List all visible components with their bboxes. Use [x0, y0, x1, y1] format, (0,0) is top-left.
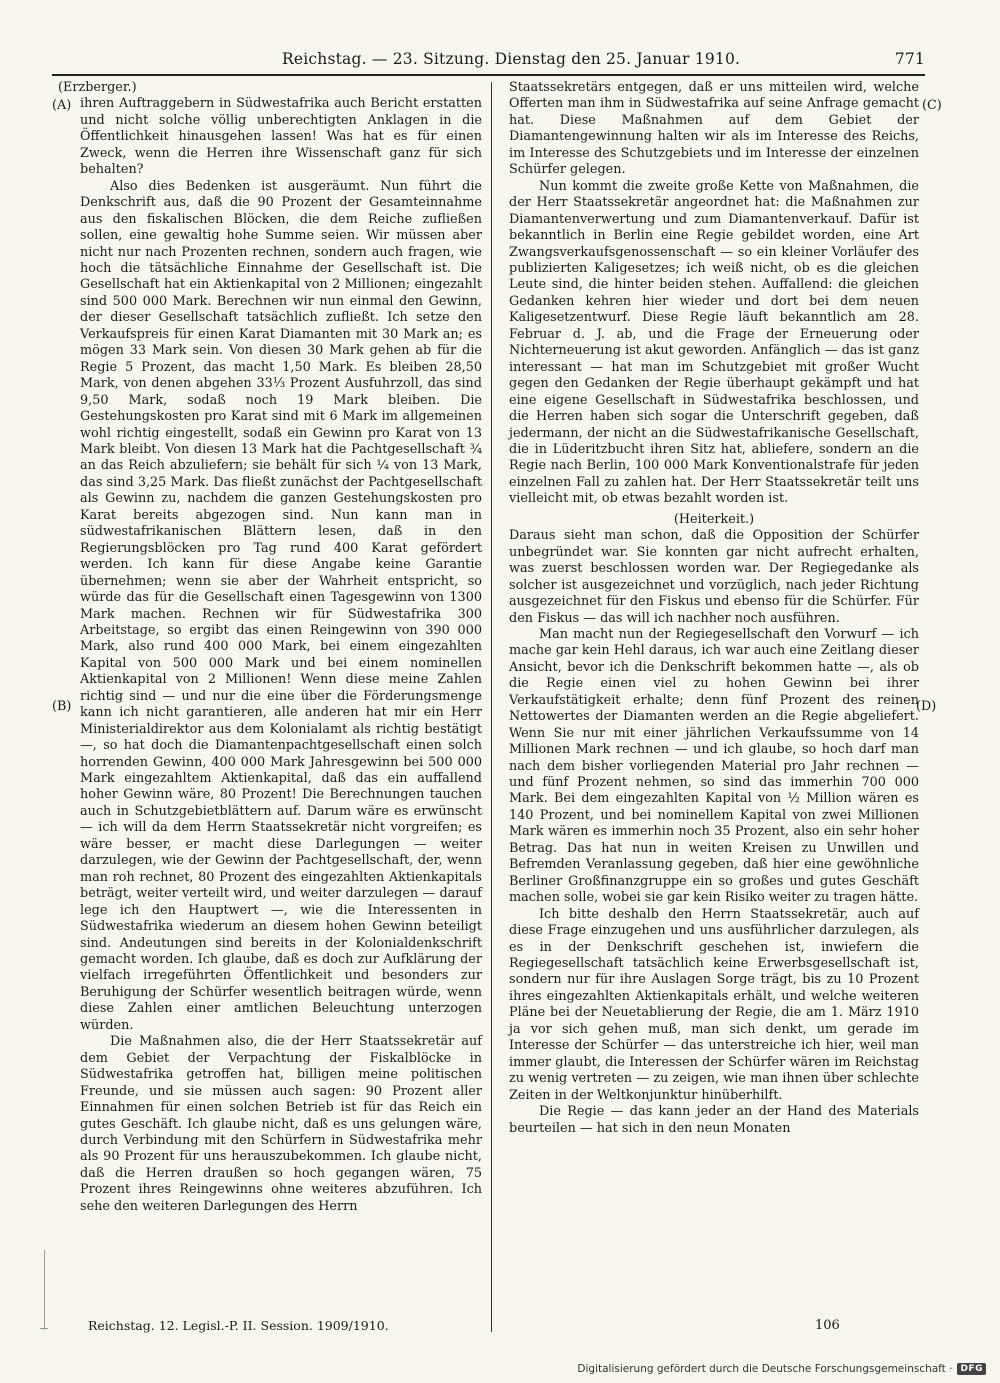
right-paragraph-5: Ich bitte deshalb den Herrn Staatssekretär, auch auf diese Frage einzugehen und uns ausführlicher darzulegen, als es in der Denkschrift geschehen ist, inwiefern die Regiegesellschaft tatsächlich keine Erwerbsgesellschaft ist, sondern nur für ihre Auslagen Sorge trägt, bis zu 10 Prozent ihres eingezahlten Aktienkapitals erhält, und welche weiteren Pläne bei der Neuetablierung der Regie, die am 1. März 1910 ja vor sich gehen muß, man sich denkt, um gerade im Interesse der Schürfer — das unterstreiche ich hier, weil man immer glaubt, die Interessen der Schürfer wären im Reichstag zu wenig vertreten — zu zeigen, wie man ihnen über schlechte Zeiten in der Weltkonjunktur hinüberhilft. [509, 906, 919, 1103]
left-paragraph-3: Die Maßnahmen also, die der Herr Staatssekretär auf dem Gebiet der Verpachtung der Fiskalblöcke in Südwestafrika getroffen hat, billigen meine politischen Freunde, und sie müssen auch sagen: 90 Prozent aller Einnahmen für einen solchen Betrieb ist für das Reich ein gutes Geschäft. Ich glaube nicht, daß es uns gelungen wäre, durch Verbindung mit den Schürfern in Südwestafrika mehr als 90 Prozent für uns herauszubekommen. Ich glaube nicht, daß die Herren draußen so hoch gegangen wären, 75 Prozent ihres Reingewinns ohne weiteres abzuführen. Ich sehe den weiteren Darlegungen des Herrn [80, 1034, 482, 1214]
digitization-notice [577, 1363, 986, 1375]
left-paragraph-2: Also dies Bedenken ist ausgeräumt. Nun führt die Denkschrift aus, daß die 90 Prozent der Gesamteinnahme aus den fiskalischen Blöcken, die dem Reiche zufließen sollen, eine gewaltig hohe Summe seien. Wir müssen aber nicht nur nach Prozenten rechnen, sondern auch fragen, wie hoch die tätsächliche Einnahme der Gesellschaft ist. Die Gesellschaft hat ein Aktienkapital von 2 Millionen; eingezahlt sind 500 000 Mark. Berechnen wir nun einmal den Gewinn, der dieser Gesellschaft tatsächlich zufließt. Ich setze den Verkaufspreis für einen Karat Diamanten mit 30 Mark an; es mögen 33 Mark sein. Von diesen 30 Mark gehen ab für die Regie 5 Prozent, das macht 1,50 Mark. Es bleiben 28,50 Mark, von denen abgehen 33⅓ Prozent Ausfuhrzoll, das sind 9,50 Mark, sodaß noch 19 Mark bleiben. Die Gestehungskosten pro Karat sind mit 6 Mark im allgemeinen wohl richtig eingestellt, sodaß ein Gewinn pro Karat von 13 Mark bleibt. Von diesen 13 Mark hat die Pachtgesellschaft ¾ an das Reich abzuliefern; sie behält für sich ¼ von 13 Mark, das sind 3,25 Mark. Das fließt zunächst der Pachtgesellschaft als Gewinn zu, nachdem die ganzen Gestehungskosten pro Karat bereits abgezogen sind. Nun kann man in südwestafrikanischen Blättern lesen, daß in den Regierungsblöcken pro Tag rund 400 Karat gefördert werden. Ich kann für diese Angabe keine Garantie übernehmen; wenn sie aber der Wahrheit entspricht, so würde das für die Gesellschaft einen Tagesgewinn von 1300 Mark machen. Rechnen wir für Südwestafrika 300 Arbeitstage, so ergibt das einen Reingewinn von 390 000 Mark, also rund 400 000 Mark, bei einem eingezahlten Kapital von 500 000 Mark und bei einem nominellen Aktienkapital von 2 Millionen! Wenn diese meine Zahlen richtig sind — und nur die eine über die Förderungsmenge kann ich nicht garantieren, alle anderen hat mir ein Herr Ministerialdirektor aus dem Kolonialamt als richtig bestätigt —, so hat doch die Diamantenpachtgesellschaft einen solch horrenden Gewinn, 400 000 Mark Jahresgewinn bei 500 000 Mark eingezahltem Aktienkapital, daß das ein auffallend hoher Gewinn wäre, 80 Prozent! Die Berechnungen tauchen auch in Schutzgebietblättern auf. Darum wäre es erwünscht — ich will da dem Herrn Staatssekretär nicht vorgreifen; es wäre besser, er macht diese Darlegungen — weiter darzulegen, wie der Gewinn der Pachtgesellschaft, der, wenn man roh rechnet, 80 Prozent des eingezahlten Aktienkapitals beträgt, weiter verteilt wird, und weiter darzulegen — darauf lege ich den Hauptwert —, wie die Interessenten in Südwestafrika wiederum an diesem hohen Gewinn beteiligt sind. Andeutungen sind bereits in der Kolonialdenkschrift gemacht worden. Ich glaube, daß es doch zur Aufklärung der vielfach irregeführten Öffentlichkeit und besonders zur Beruhigung der Schürfer wesentlich beitragen würde, wenn diese Zahlen einer amtlichen Beleuchtung unterzogen würden. [80, 178, 482, 1033]
dfg-logo: DFG [957, 1363, 986, 1375]
margin-marker-b: (B) [52, 699, 72, 714]
sheet-number: 106 [815, 1318, 840, 1333]
column-divider [491, 82, 492, 1332]
margin-tick-mark [44, 1250, 45, 1330]
right-paragraph-2: Nun kommt die zweite große Kette von Maßnahmen, die der Herr Staatssekretär angeordnet hat: die Maßnahmen zur Diamantenverwertung und zum Diamantenverkauf. Dafür ist bekanntlich in Berlin eine Regie gebildet worden, eine Art Zwangsverkaufsgenossenschaft — so ein kleiner Vorläufer des publizierten Kaligesetzes; ich weiß nicht, ob es die gleichen Leute sind, die hinter beiden stehen. Auffallend: die gleichen Gedanken kehren hier wieder und dort bei dem neuen Kaligesetzentwurf. Diese Regie läuft bekanntlich am 28. Februar d. J. ab, und die Frage der Erneuerung oder Nichterneuerung ist akut geworden. Anfänglich — das ist ganz interessant — hat man im Schutzgebiet mit großer Wucht gegen den Gedanken der Regie überhaupt gekämpft und hat eine eigene Gesellschaft in Südwestafrika beschlossen, und die Herren haben sich sogar die Unterschrift gegeben, daß jedermann, der nicht an die Südwestafrikanische Gesellschaft, die in Lüderitzbucht ihren Sitz hat, abliefere, sondern an die Regie nach Berlin, 100 000 Mark Konventionalstrafe für jeden einzelnen Fall zu zahlen hat. Der Herr Staatssekretär teilt uns vielleicht mit, ob etwas bezahlt worden ist. [509, 178, 919, 507]
margin-marker-d: (D) [916, 699, 937, 714]
left-column [58, 80, 482, 1215]
speaker-label: (Erzberger.) [58, 80, 137, 95]
right-paragraph-4: Man macht nun der Regiegesellschaft den Vorwurf — ich mache gar kein Hehl daraus, ich war auch eine Zeitlang dieser Ansicht, bevor ich die Denkschrift bekommen hatte —, als ob die Regie einen viel zu hohen Gewinn bei ihrer Verkaufstätigkeit erhalte; denn fünf Prozent des reinen Nettowertes der Diamanten werden an die Regie abgeliefert. Wenn Sie nur mit einer jährlichen Verkaufssumme von 14 Millionen Mark rechnen — und ich glaube, so hoch darf man nach dem bisher vorliegenden Material pro Jahr rechnen — und fünf Prozent nehmen, so sind das immerhin 700 000 Mark. Bei dem eingezahlten Kapital von ½ Million wären es 140 Prozent, und bei nominellem Kapital von zwei Millionen Mark wären es immerhin noch 35 Prozent, also ein sehr hoher Betrag. Das hat nun in weiten Kreisen zu Unwillen und Befremden Veranlassung gegeben, daß hier eine gewöhnliche Berliner Großfinanzgruppe ein so großes und gutes Geschäft machen solle, wobei sie gar kein Risiko weiter zu tragen hätte. [509, 626, 919, 906]
page-number: 771 [894, 50, 925, 68]
right-paragraph-1: Staatssekretärs entgegen, daß er uns mitteilen wird, welche Offerten man ihm in Südwestafrika auf seine Anfrage gemacht hat. Diese Maßnahmen auf dem Gebiet der Diamantengewinnung halten wir als im Interesse des Reichs, im Interesse des Schutzgebiets und im Interesse der einzelnen Schürfer gelegen. [509, 80, 919, 178]
right-paragraph-3: Daraus sieht man schon, daß die Opposition der Schürfer unbegründet war. Sie konnten gar nicht aufrecht erhalten, was zuerst beschlossen worden war. Der Regiegedanke als solcher ist ausgezeichnet und vorzüglich, nach jeder Richtung ausgezeichnet für den Fiskus und ebenso für die Schürfer. Für den Fiskus — das will ich nachher noch ausführen. [509, 528, 919, 626]
margin-marker-a: (A) [52, 98, 72, 113]
running-header [52, 50, 925, 74]
session-footer: Reichstag. 12. Legisl.-P. II. Session. 1909/1910. [88, 1318, 389, 1333]
header-rule [52, 74, 925, 76]
left-paragraph-1: ihren Auftraggebern in Südwestafrika auch Bericht erstatten und nicht solche völlig unberechtigten Anklagen in die Öffentlichkeit hinausgehen lassen! Was hat es für einen Zweck, wenn die Herren ihre Wissenschaft ganz für sich behalten? [80, 96, 482, 178]
right-paragraph-6: Die Regie — das kann jeder an der Hand des Materials beurteilen — hat sich in den neun Monaten [509, 1104, 919, 1136]
right-column [509, 80, 919, 1137]
interjection: (Heiterkeit.) [673, 511, 755, 527]
margin-marker-c: (C) [922, 98, 942, 113]
margin-tick-base [40, 1328, 48, 1329]
digitization-text: Digitalisierung gefördert durch die Deutsche Forschungsgemeinschaft · [577, 1363, 953, 1375]
header-title: Reichstag. — 23. Sitzung. Dienstag den 25. Januar 1910. [282, 50, 741, 68]
